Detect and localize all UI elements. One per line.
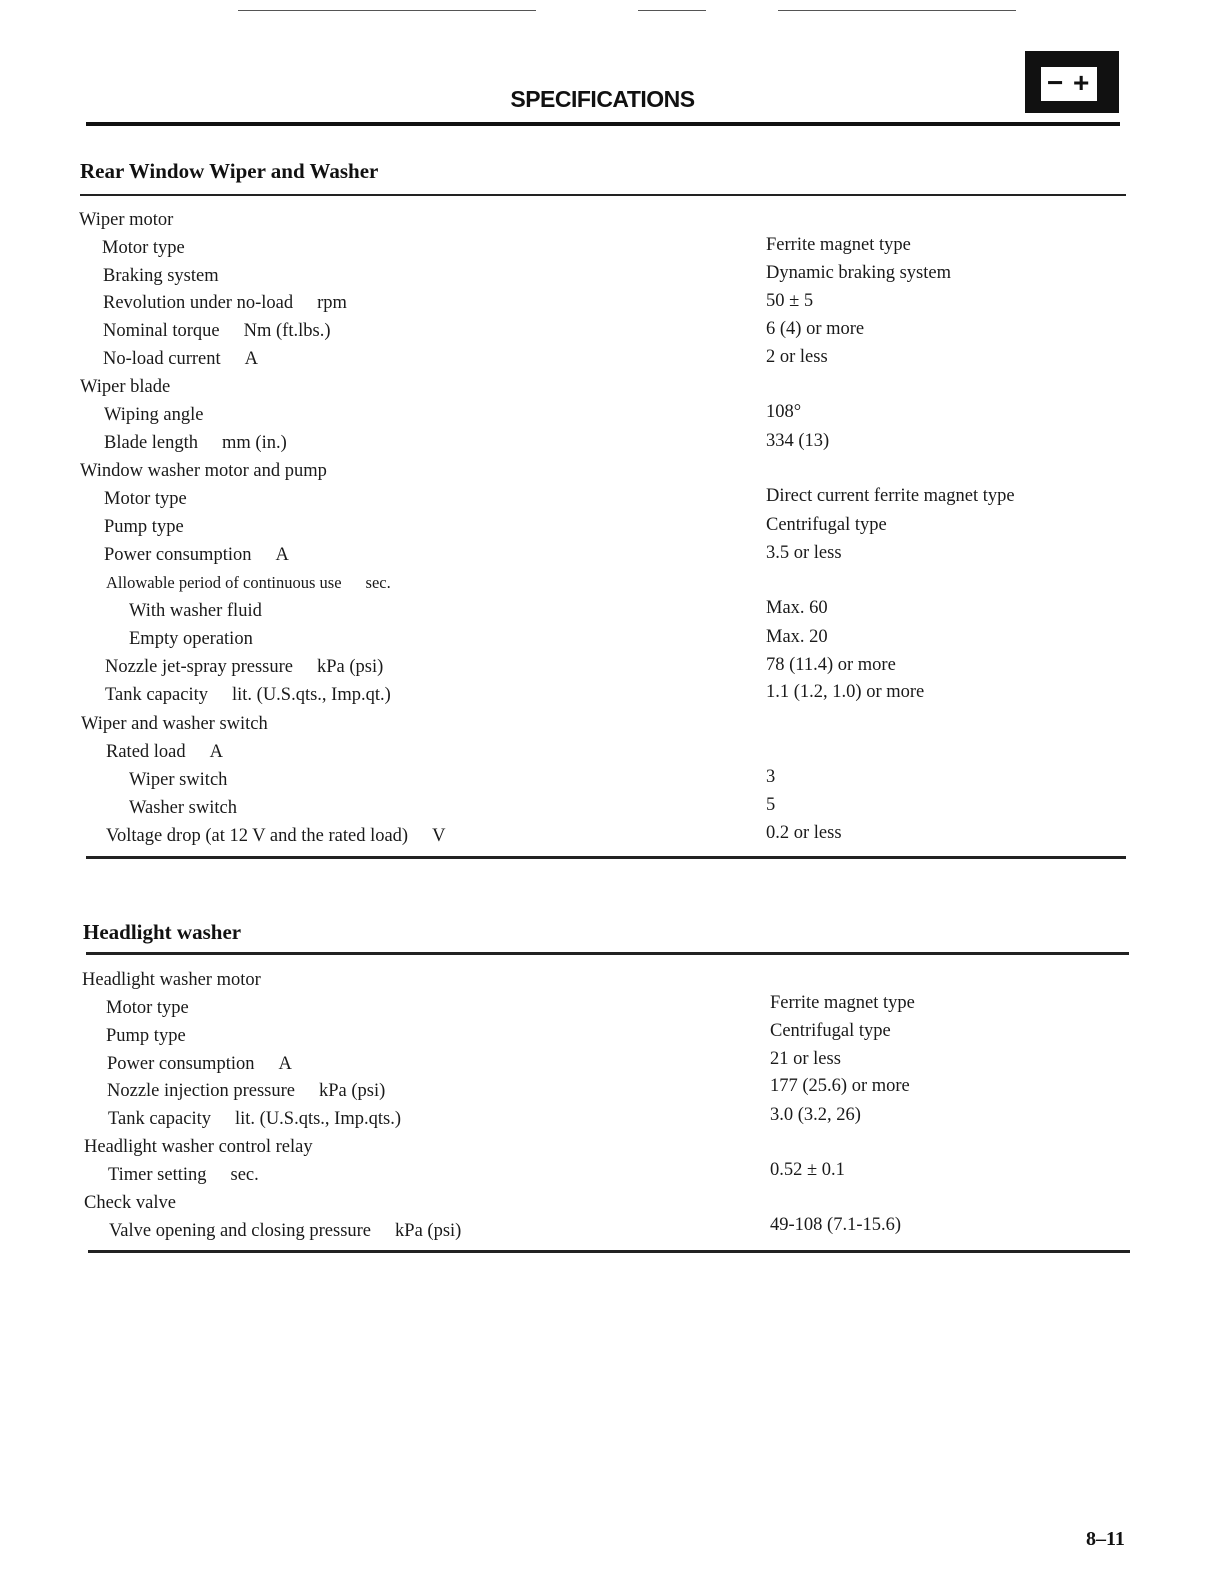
spec-label [106,573,391,593]
spec-unit: V [432,826,446,846]
spec-unit: mm (in.) [222,433,287,453]
spec-unit: A [275,545,289,565]
spec-value: 3 [766,767,776,787]
spec-unit: kPa (psi) [317,657,384,677]
spec-unit: A [244,349,259,369]
spec-label [104,405,203,426]
spec-label [103,321,330,342]
spec-value: 334 (13) [766,431,830,451]
spec-value: Max. 60 [766,598,828,618]
spec-label [106,998,189,1019]
spec-value: 3.0 (3.2, 26) [770,1105,861,1125]
spec-label [84,1137,313,1158]
spec-value: 1.1 (1.2, 1.0) or more [766,682,925,702]
spec-label-text: Allowable period of continuous use [106,573,342,592]
spec-unit: rpm [317,293,347,313]
spec-label [79,210,173,231]
section-end-rule [86,856,1126,859]
spec-unit: lit. (U.S.qts., Imp.qt.) [231,685,391,705]
spec-label-text: Blade length [104,433,199,453]
page-number: 8–11 [1086,1528,1125,1550]
spec-label [104,433,287,454]
top-divider [778,10,1016,11]
spec-label [129,629,253,650]
spec-value: 2 or less [766,347,828,367]
spec-label-text: Power consumption [104,545,252,565]
spec-unit: sec. [230,1165,259,1185]
spec-label-text: Tank capacity [105,685,208,705]
spec-label-text: Rated load [106,742,186,762]
spec-label [82,970,261,991]
spec-label [129,601,262,622]
spec-label-text: Wiper blade [80,377,171,397]
spec-label-text: Power consumption [107,1054,255,1074]
spec-label-text: Wiper switch [129,770,228,790]
spec-label [129,798,237,819]
spec-value: 0.52 ± 0.1 [770,1160,845,1180]
spec-label-text: Empty operation [129,629,253,649]
spec-label-text: Revolution under no-load [103,293,294,313]
spec-label [102,238,185,259]
spec-label-text: Headlight washer motor [82,970,261,990]
spec-label-text: Window washer motor and pump [80,461,327,481]
section-title-headlight-washer: Headlight washer [83,920,242,944]
spec-label [81,714,268,735]
spec-value: 6 (4) or more [766,319,865,339]
spec-value: Ferrite magnet type [770,993,915,1013]
spec-label-text: Check valve [84,1193,176,1213]
spec-value: 49-108 (7.1-15.6) [770,1215,902,1235]
spec-value: Centrifugal type [766,515,887,535]
spec-label-text: Pump type [106,1026,186,1046]
spec-label-text: Nominal torque [103,321,220,341]
spec-value: 50 ± 5 [766,291,814,311]
spec-value: Ferrite magnet type [766,235,911,255]
spec-unit: kPa (psi) [395,1221,462,1241]
spec-label-text: Wiper and washer switch [81,714,268,734]
spec-label [84,1193,176,1214]
spec-label-text: Valve opening and closing pressure [109,1221,372,1241]
spec-unit: lit. (U.S.qts., Imp.qts.) [234,1109,401,1129]
spec-value: 0.2 or less [766,823,842,843]
spec-label-text: No-load current [103,349,221,369]
section-end-rule [88,1250,1130,1253]
spec-label [105,657,383,678]
spec-unit: sec. [365,573,391,592]
battery-plus-symbol: + [1073,67,1090,98]
spec-label [108,1165,259,1186]
spec-label-text: Wiper motor [79,210,174,230]
section-rule [80,194,1126,196]
spec-label [80,461,327,482]
spec-label-text: Motor type [104,489,187,509]
spec-unit: A [278,1054,292,1074]
spec-label-text: Nozzle injection pressure [107,1081,296,1101]
spec-value: Dynamic braking system [766,263,951,283]
spec-value: 21 or less [770,1049,841,1069]
battery-icon [1025,51,1119,113]
spec-label [106,826,445,847]
section-rule [86,952,1129,955]
spec-label-text: Motor type [102,238,185,258]
spec-label [80,377,170,398]
spec-value: Max. 20 [766,627,828,647]
spec-value: 78 (11.4) or more [766,655,896,675]
top-divider [638,10,706,11]
spec-label-text: Braking system [103,266,219,286]
spec-label-text: Pump type [104,517,184,537]
spec-label-text: Headlight washer control relay [84,1137,313,1157]
spec-label-text: Tank capacity [108,1109,211,1129]
page-title: SPECIFICATIONS [510,86,695,112]
spec-label-text: Voltage drop (at 12 V and the rated load) [106,826,409,846]
spec-label [109,1221,461,1242]
spec-label [106,1026,186,1047]
spec-label-text: Washer switch [129,798,237,818]
spec-value: Centrifugal type [770,1021,891,1041]
spec-label [103,349,258,370]
spec-unit: kPa (psi) [319,1081,386,1101]
spec-label-text: Wiping angle [104,405,204,425]
spec-value: 3.5 or less [766,543,842,563]
spec-label-text: Timer setting [108,1165,207,1185]
spec-value: 177 (25.6) or more [770,1076,910,1096]
spec-label [103,266,219,287]
spec-label [104,545,289,566]
title-rule [86,122,1120,126]
spec-unit: Nm (ft.lbs.) [243,321,331,341]
spec-value: 5 [766,795,776,815]
spec-label [129,770,227,791]
battery-minus-symbol: − [1047,67,1064,98]
spec-label [104,489,187,510]
spec-label [106,742,223,763]
spec-label [108,1109,401,1130]
spec-value: 108° [766,402,802,422]
spec-label-text: With washer fluid [129,601,262,621]
top-divider [238,10,536,11]
spec-value: Direct current ferrite magnet type [766,486,1015,506]
spec-unit: A [209,742,224,762]
spec-label [107,1054,292,1075]
spec-label-text: Motor type [106,998,189,1018]
section-title-rear-wiper: Rear Window Wiper and Washer [80,159,379,183]
spec-label-text: Nozzle jet-spray pressure [105,657,293,677]
spec-label [105,685,391,706]
spec-label [107,1081,385,1102]
spec-label [103,293,347,314]
spec-label [104,517,184,538]
